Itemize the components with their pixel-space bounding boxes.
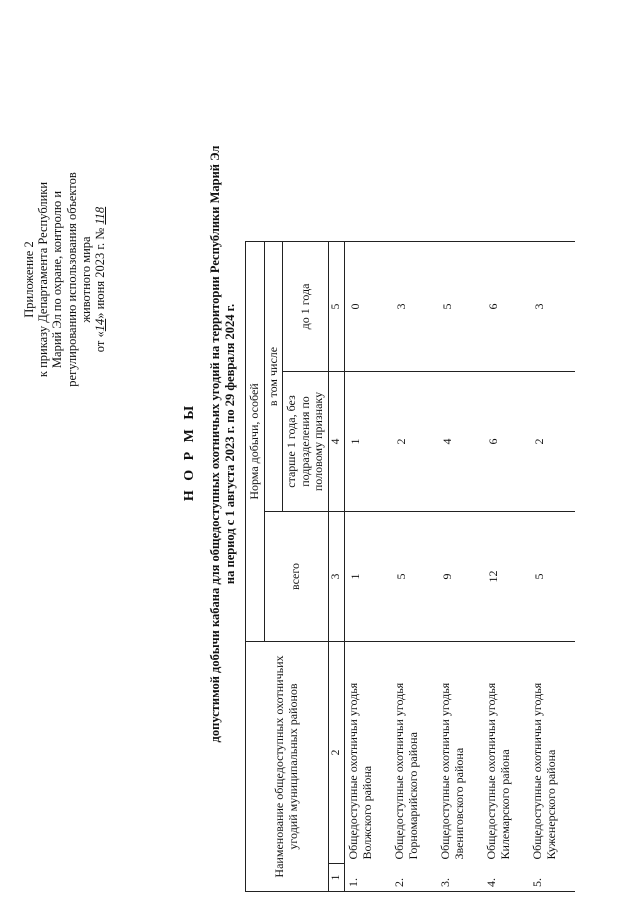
table-row [345, 241, 392, 891]
row-young: 3 [529, 241, 575, 371]
row-number: 1. [345, 864, 392, 892]
row-total: 5 [391, 512, 437, 642]
header-total: всего [264, 512, 328, 642]
header-young: до 1 года [283, 241, 329, 371]
row-young: 0 [345, 241, 392, 371]
column-numbers-row [328, 241, 345, 891]
row-name: Общедоступные охотничьи угодья Килемарского района [483, 642, 529, 864]
row-total: 9 [437, 512, 483, 642]
row-number: 5. [529, 864, 575, 892]
row-older: 6 [483, 372, 529, 512]
appendix-date [93, 152, 107, 407]
row-total: 1 [345, 512, 392, 642]
document-subtitle [208, 54, 238, 834]
row-number: 4. [483, 864, 529, 892]
row-older: 1 [345, 372, 392, 512]
date-day: 14 [93, 318, 108, 332]
row-young: 6 [483, 241, 529, 371]
header-norm: Норма добычи, особей [246, 241, 265, 641]
appendix-line-1: Приложение 2 [22, 241, 36, 318]
row-young: 5 [437, 241, 483, 371]
subtitle-line-1: допустимой добычи кабана для общедоступных охотничьих угодий на территории Республики Марий Эл [208, 145, 222, 743]
header-older: старше 1 года, без подразделения по половому признаку [283, 372, 329, 512]
date-mid: » июня 2023 г. № [93, 224, 108, 319]
appendix-line-3: Марий Эл по охране, контролю и [50, 190, 65, 369]
row-total: 12 [483, 512, 529, 642]
table-row [483, 241, 529, 891]
row-older: 4 [437, 372, 483, 512]
row-older: 2 [391, 372, 437, 512]
table-row [529, 241, 575, 891]
row-number: 2. [391, 864, 437, 892]
order-number: 118 [93, 206, 108, 225]
header-name: Наименование общедоступных охотничьих угодий муниципальных районов [246, 642, 329, 892]
column-number-4: 4 [328, 372, 345, 512]
table-row [391, 241, 437, 891]
row-name: Общедоступные охотничьи угодья Горномарийского района [391, 642, 437, 864]
row-name: Общедоступные охотничьи угодья Волжского района [345, 642, 392, 864]
table-row [437, 241, 483, 891]
appendix-block [22, 152, 107, 407]
row-name: Общедоступные охотничьи угодья Звениговского района [437, 642, 483, 864]
appendix-line-2: к приказу Департамента Республики [36, 181, 51, 378]
column-number-3: 3 [328, 512, 345, 642]
norms-table [245, 241, 575, 892]
column-number-5: 5 [328, 241, 345, 371]
appendix-line-5: животного мира [78, 236, 93, 323]
row-name: Общедоступные охотничьи угодья Куженерского района [529, 642, 575, 864]
row-young: 3 [391, 241, 437, 371]
header-including: в том числе [264, 241, 283, 511]
appendix-line-4: регулированию использования объектов [64, 172, 79, 387]
column-number-1: 1 [328, 864, 345, 892]
document-title: Н О Р М Ы [182, 402, 197, 502]
subtitle-line-2: на период с 1 августа 2023 г. по 29 февраля 2024 г. [223, 303, 237, 585]
column-number-2: 2 [328, 642, 345, 864]
date-prefix: от « [93, 331, 108, 353]
row-older: 2 [529, 372, 575, 512]
row-total: 5 [529, 512, 575, 642]
row-number: 3. [437, 864, 483, 892]
